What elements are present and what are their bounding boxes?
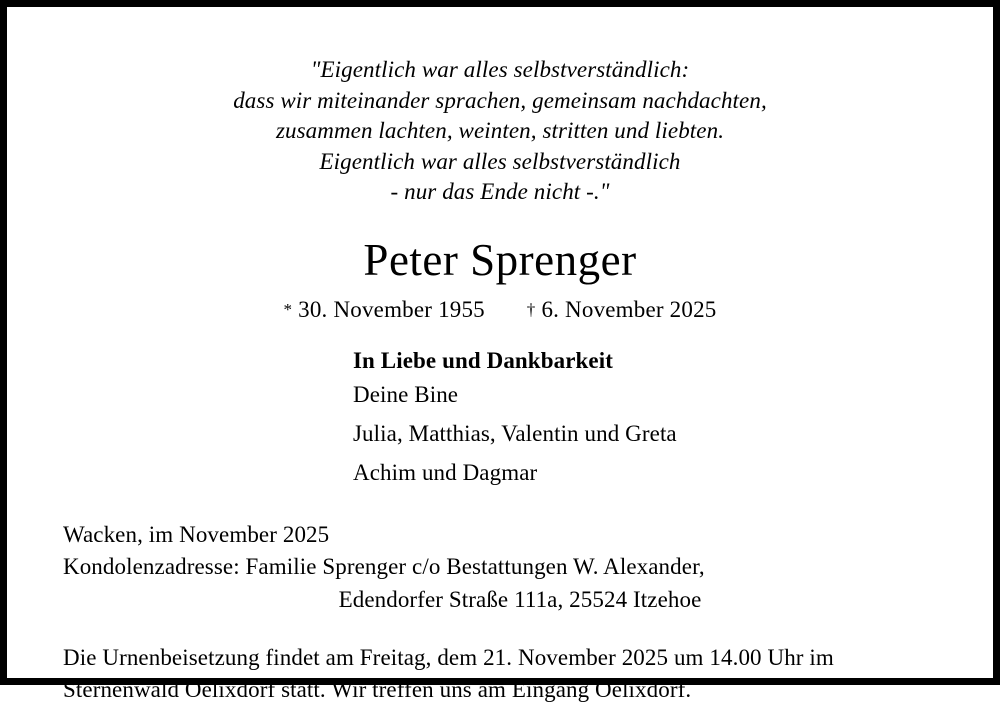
- quote-line-2: dass wir miteinander sprachen, gemeinsam nachdachten,: [233, 87, 767, 113]
- survivor-line: Julia, Matthias, Valentin und Greta: [353, 421, 677, 447]
- quote-line-1: "Eigentlich war alles selbstverständlich:: [310, 57, 690, 82]
- mourners-block: [63, 348, 937, 491]
- place-and-date: Wacken, im November 2025: [63, 522, 330, 548]
- quote-line-3: zusammen lachten, weinten, stritten und liebten.: [275, 118, 725, 144]
- funeral-line-1: Die Urnenbeisetzung findet am Freitag, dem 21. November 2025 um 14.00 Uhr im: [63, 644, 834, 670]
- deceased-name: Peter Sprenger: [363, 234, 637, 285]
- dedication-text: In Liebe und Dankbarkeit: [353, 348, 613, 374]
- condolence-address-line-1: Kondolenzadresse: Familie Sprenger c/o Bestattungen W. Alexander,: [63, 554, 705, 580]
- quote-line-5: - nur das Ende nicht -.": [390, 179, 610, 205]
- death-cross-icon: †: [526, 300, 536, 320]
- survivor-line: Deine Bine: [353, 382, 459, 408]
- condolence-address-line-2: Edendorfer Straße 111a, 25524 Itzehoe: [338, 586, 702, 612]
- survivor-line: Achim und Dagmar: [353, 460, 538, 486]
- quote-line-4: Eigentlich war alles selbstverständlich: [319, 148, 681, 174]
- funeral-details: [63, 642, 937, 706]
- memorial-quote: [63, 55, 937, 208]
- death-date: 6. November 2025: [541, 297, 717, 323]
- birth-date: 30. November 1955: [298, 297, 485, 323]
- funeral-line-2: Sternenwald Oelixdorf statt. Wir treffen uns am Eingang Oelixdorf.: [63, 677, 692, 702]
- life-dates: [63, 297, 937, 323]
- birth-star-icon: *: [283, 300, 293, 320]
